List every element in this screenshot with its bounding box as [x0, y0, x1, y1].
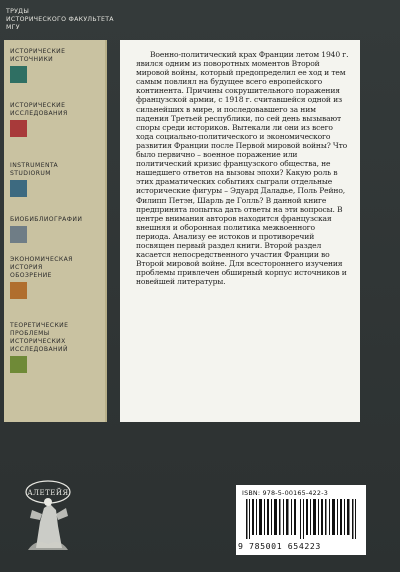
publisher-label: [6, 8, 136, 32]
series-color-swatch: [10, 226, 27, 243]
series-item-biobibliography: [10, 216, 105, 243]
series-item-label: ИСТОРИЧЕСКИЕ ИСТОЧНИКИ: [10, 48, 66, 63]
series-color-swatch: [10, 180, 27, 197]
series-item-label: ТЕОРЕТИЧЕСКИЕ ПРОБЛЕМЫ ИСТОРИЧЕСКИХ ИССЛЕДОВАНИЙ: [10, 322, 69, 353]
series-item-theoretical-problems: [10, 322, 105, 373]
book-description: [136, 50, 350, 286]
publisher-line-3: МГУ: [6, 24, 20, 31]
series-item-label: ИСТОРИЧЕСКИЕ ИССЛЕДОВАНИЯ: [10, 102, 68, 117]
isbn-label: ISBN: 978-5-00165-422-3: [242, 489, 328, 497]
series-item-label: INSTRUMENTA STUDIORUM: [10, 162, 59, 177]
series-sidebar: [4, 40, 107, 422]
publisher-line-2: ИСТОРИЧЕСКОГО ФАКУЛЬТЕТА: [6, 16, 114, 23]
barcode-digits: 9 785001 654223: [238, 541, 321, 551]
series-item-label: ЭКОНОМИЧЕСКАЯ ИСТОРИЯ ОБОЗРЕНИЕ: [10, 256, 73, 279]
barcode-icon: [246, 499, 358, 539]
publisher-logo-icon: [22, 478, 74, 554]
series-item-research: [10, 102, 105, 137]
series-item-economic-history: [10, 256, 105, 299]
logo-text: АЛЕТЕЙЯ: [27, 489, 69, 497]
series-color-swatch: [10, 120, 27, 137]
series-color-swatch: [10, 66, 27, 83]
description-paragraph: Военно-политический крах Франции летом 1940 г. явился одним из поворотных моментов Второй мировой войны, который предопределил ее ход и тем самым повлиял на будущее всего европейского континента. Причины сокрушительного поражения французской армии, с 1918 г. считавшейся одной из сильнейших в мире, и последовавшего за ним падения Третьей республики, по сей день вызывают споры среди историков. Вытекали ли они из всего хода социально-политического и экономического развития Франции после Первой мировой войны? Что было первично – военное поражение или политический кризис французского общества, не нашедшего ответов на вызовы эпохи? Какую роль в этих драматических событиях сыграли отдельные исторические фигуры – Эдуард Даладье, Поль Рейно, Филипп Петэн, Шарль де Голль? В данной книге предпринята попытка дать ответы на эти вопросы. В центре внимания авторов находится французская внешняя и оборонная политика межвоенного периода. Анализу ее истоков и противоречий посвящен первый раздел книги. Второй раздел касается непосредственного участия Франции во Второй мировой войне. Для всестороннего изучения проблемы привлечен обширный корпус источников и новейшей литературы.: [136, 50, 349, 287]
publisher-line-1: ТРУДЫ: [6, 8, 30, 15]
series-color-swatch: [10, 282, 27, 299]
barcode-block: [236, 485, 366, 555]
series-item-label: БИОБИБЛИОГРАФИИ: [10, 216, 83, 223]
series-item-instrumenta: [10, 162, 105, 197]
series-item-sources: [10, 48, 105, 83]
series-color-swatch: [10, 356, 27, 373]
